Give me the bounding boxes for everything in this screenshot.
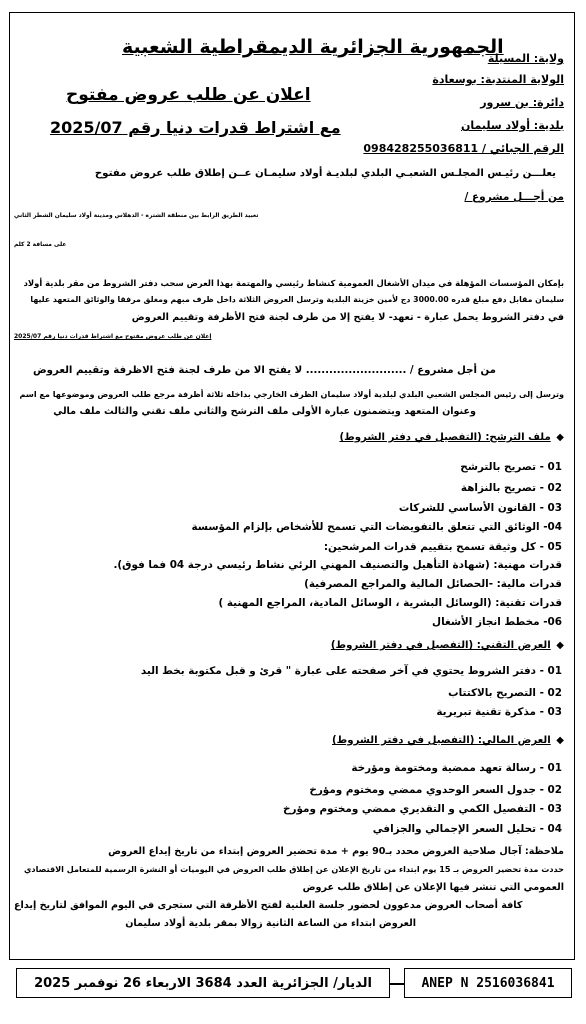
financial-heading: ◆ العرض المالي: (التفصيل في دفتر الشروط): [332, 735, 564, 746]
intro-line: يعلـــن رئيـس المجلـس الشعبـي البلدي لبلديـة أولاد سليمـان عــن إطلاق طلب عروض مفتوح: [94, 168, 556, 179]
candidature-item: 04- الوثائق التي تتعلق بالتفويضات التي تسمح للأشخاص بإلزام المؤسسة: [191, 521, 562, 533]
note-line: العمومي التي تنشر فيها الإعلان عن إطلاق طلب عروض: [302, 882, 564, 893]
financial-item: 03 - التفصيل الكمي و التقديري ممضي ومختوم ومؤرخ: [283, 803, 562, 815]
candidature-item: 06- مخطط انجاز الأشغال: [432, 616, 562, 628]
candidature-item: 03 - القانون الأساسي للشركات: [398, 502, 562, 514]
diamond-bullet-icon: ◆: [556, 432, 564, 443]
project-label: من أجـــل مشروع /: [464, 191, 564, 203]
body-p2-line2: وعنوان المتعهد ويتضمنون عبارة الأولى ملف الترشح والثاني ملف تقني والثالث ملف مالي: [53, 406, 476, 417]
notice-subtitle: مع اشتراط قدرات دنيا رقم 2025/07: [50, 118, 341, 137]
republic-title: الجمهورية الجزائرية الديمقراطية الشعبية: [122, 36, 504, 58]
technical-heading: ◆ العرض التقني: (التفصيل في دفتر الشروط): [330, 640, 564, 651]
candidature-item: 02 - تصريح بالنزاهة: [460, 482, 562, 494]
note-line: حددت مدة تحضير العروض بـ 15 يوم ابتداء من تاريخ الإعلان عن إطلاق طلب العروض في اليوميات أو النشرة الرسمية للمتعامل الاقتصادي: [24, 864, 564, 874]
technical-item: 02 - التصريح بالاكتتاب: [448, 687, 562, 699]
footer-connector: [390, 983, 404, 985]
candidature-item: قدرات مالية: -الحصائل المالية والمراجع المصرفية): [304, 578, 562, 590]
financial-item: 02 - جدول السعر الوحدوي ممضي ومختوم ومؤرخ: [309, 784, 562, 796]
candidature-item: 01 - تصريح بالترشح: [460, 461, 562, 473]
technical-item: 03 - مذكرة تقنية تبريرية: [436, 706, 562, 718]
project-title-line1: تعبيد الطريق الرابط بين منطقة الشترة - الدهلاس ومدينة أولاد سليمان الشطر الثاني: [14, 213, 259, 219]
note-line: كافة أصحاب العروض مدعوون لحضور جلسة العلنية لفتح الأظرفة التي ستجرى في اليوم الموافق لتاريخ إيداع: [14, 900, 523, 911]
anep-box: ANEP N 2516036841: [404, 968, 572, 998]
notice-title: اعلان عن طلب عروض مفتوح: [66, 85, 311, 105]
candidature-item: قدرات تقنية: (الوسائل البشرية ، الوسائل المادية، المراجع المهنية ): [218, 597, 562, 609]
diamond-bullet-icon: ◆: [556, 640, 564, 651]
financial-item: 04 - تحليل السعر الإجمالي والجزافي: [372, 823, 562, 835]
delegated-wilaya-label: الولاية المنتدبة: بوسعادة: [432, 73, 564, 86]
tax-id: الرقم الجبائي / 098428255036811: [363, 142, 564, 155]
financial-item: 01 - رسالة تعهد ممضية ومختومة ومؤرخة: [351, 762, 562, 774]
body-p2-line1: وترسل إلى رئيس المجلس الشعبي البلدي لبلدية أولاد سليمان الظرف الخارجي بداخله ثلاثة أظرفة مرجع طلب العروض وموضوعها مع اسم: [19, 389, 564, 399]
note-line: ملاحظة: آجال صلاحية العروض محدد بـ90 يوم + مدة تحضير العروض إبتداء من تاريخ إيداع العروض: [108, 846, 564, 857]
note-line: العروض ابتداء من الساعة الثانية زوالا بمقر بلدية أولاد سليمان: [125, 918, 416, 929]
body-p1-line2: سليمان مقابل دفع مبلغ قدره 3000.00 دج لأمين خزينة البلدية وترسل العروض الثلاثة داخل ظرف مبهم ومغلق مرفقا والوثائق المتعهد عليها: [30, 295, 564, 304]
notice-repeat: إعلان عن طلب عروض مفتوح مع اشتراط قدرات دنيا رقم 2025/07: [14, 333, 212, 340]
candidature-item: 05 - كل وثيقة تسمح بتقييم قدرات المرشحين:: [323, 541, 562, 553]
body-p1-line3: في دفتر الشروط يحمل عبارة - تعهد- لا يفتح إلا من طرف لجنة فتح الأظرفة وتقييم العروض: [131, 312, 564, 323]
diamond-bullet-icon: ◆: [556, 735, 564, 746]
body-p1-line1: بإمكان المؤسسات المؤهلة في ميدان الأشغال العمومية كنشاط رئيسي والمهتمة بهذا العرض سحب دفتر الشروط من مقر بلدية أولاد: [23, 278, 564, 288]
project-line: من أجل مشروع / .......................... لا يفتح الا من طرف لجنة فتح الاظرفة وتقييم العروض: [32, 365, 496, 376]
daira-label: دائرة: بن سرور: [480, 96, 564, 109]
wilaya-label: ولاية: المسيلة: [487, 52, 564, 65]
project-title-line2: على مسافة 2 كلم: [14, 242, 67, 248]
commune-label: بلدية: أولاد سليمان: [461, 119, 564, 132]
candidature-item: قدرات مهنية: (شهادة التأهيل والتصنيف المهني الرئي نشاط رئيسي درجة 04 فما فوق).: [113, 559, 562, 571]
technical-item: 01 - دفتر الشروط يحتوي في آخر صفحته على عبارة " قرئ و قبل مكتوبة بخط اليد: [140, 665, 562, 677]
newspaper-box: الديار/ الجزائرية العدد 3684 الاربعاء 26 نوفمبر 2025: [16, 968, 390, 998]
candidature-heading: ◆ ملف الترشح: (التفصيل في دفتر الشروط): [339, 432, 564, 443]
